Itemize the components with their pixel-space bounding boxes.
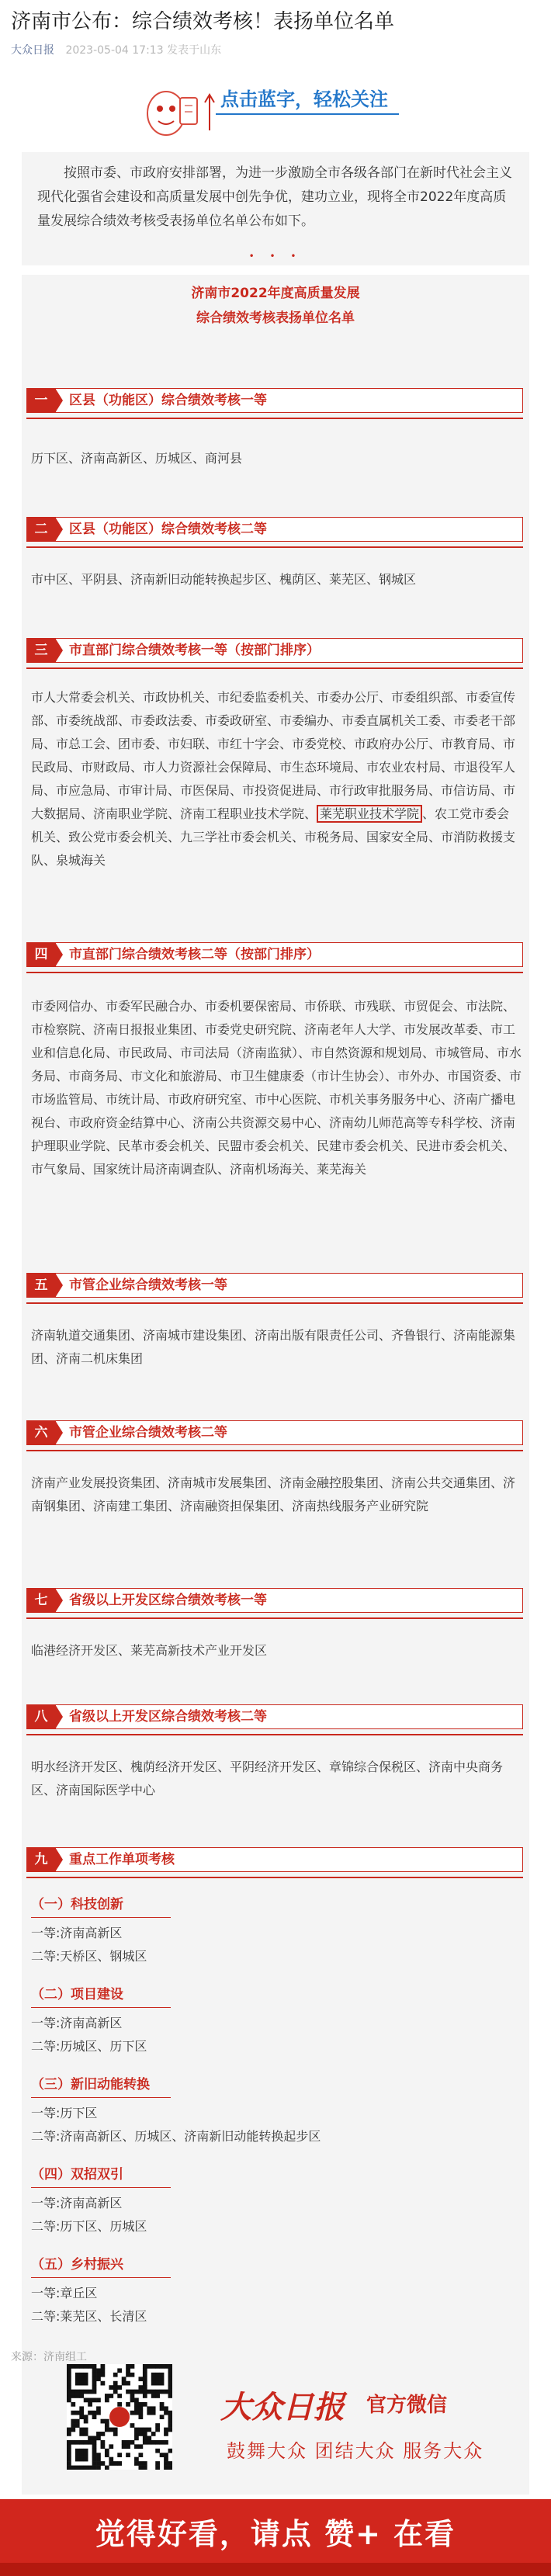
section-body-1: 历下区、济南高新区、历城区、商河县 <box>31 451 243 466</box>
subsection-title: （一）科技创新 <box>31 1897 123 1912</box>
section-number: 一 <box>26 388 56 413</box>
qr-code-image <box>67 2364 172 2470</box>
section-number: 八 <box>26 1704 56 1729</box>
section-title: 市直部门综合绩效考核二等（按部门排序） <box>69 947 320 962</box>
section-underline <box>26 1450 523 1451</box>
subsection-item: 一等:济南高新区 <box>31 2016 123 2030</box>
section-arrow <box>55 1273 63 1298</box>
subsection-underline <box>31 2277 171 2278</box>
section-arrow <box>55 942 63 967</box>
subsection-item: 二等:历下区、历城区 <box>31 2219 147 2234</box>
section-header-5 <box>26 1273 523 1298</box>
section-body-5: 济南轨道交通集团、济南城市建设集团、济南出版有限责任公司、齐鲁银行、济南能源集团、济南二机床集团 <box>31 1328 516 1366</box>
section-title: 省级以上开发区综合绩效考核二等 <box>69 1709 267 1725</box>
banner-underline <box>216 113 399 115</box>
subsection-underline <box>31 1917 171 1918</box>
section-title: 市管企业综合绩效考核二等 <box>69 1425 227 1441</box>
section-number: 五 <box>26 1273 56 1298</box>
list-panel <box>22 275 529 2495</box>
like-share-text: 觉得好看，请点 赞+ 在看 <box>95 2517 456 2551</box>
subsection-item: 二等:天桥区、钢城区 <box>31 1949 147 1964</box>
highlighted-unit: 莱芜职业技术学院 <box>317 805 422 823</box>
section-underline <box>26 418 523 419</box>
section-header-3 <box>26 638 523 663</box>
section-underline <box>26 667 523 669</box>
divider-dots: • • • <box>248 251 303 262</box>
section-body-3 <box>31 686 522 872</box>
subsection-title: （五）乡村振兴 <box>31 2257 123 2273</box>
article-meta <box>11 42 221 57</box>
subsection-item: 一等:济南高新区 <box>31 2196 123 2210</box>
list-heading-line1: 济南市2022年度高质量发展 <box>191 286 360 301</box>
section-body-2: 市中区、平阴县、济南新旧动能转换起步区、槐荫区、莱芜区、钢城区 <box>31 572 417 587</box>
section-arrow <box>55 517 63 542</box>
section-arrow <box>55 1847 63 1872</box>
subsection-title: （四）双招双引 <box>31 2167 123 2182</box>
source-line: 来源：济南组工 <box>11 2351 87 2363</box>
source-link[interactable]: 大众日报 <box>11 44 54 57</box>
article-title: 济南市公布：综合绩效考核！表扬单位名单 <box>11 10 395 33</box>
section-arrow <box>55 388 63 413</box>
publish-location: 发表于山东 <box>167 44 222 57</box>
section-title: 省级以上开发区综合绩效考核一等 <box>69 1593 267 1608</box>
footer-slogan: 鼓舞大众 团结大众 服务大众 <box>227 2440 484 2462</box>
subsection-item: 一等:章丘区 <box>31 2286 98 2300</box>
section-header-1 <box>26 388 523 413</box>
newspaper-logo-text: 大众日报 <box>220 2389 345 2425</box>
section-header-9 <box>26 1847 523 1872</box>
section-arrow <box>55 1588 63 1613</box>
section-header-2 <box>26 517 523 542</box>
section-number: 六 <box>26 1420 56 1445</box>
section-body-4: 市委网信办、市委军民融合办、市委机要保密局、市侨联、市残联、市贸促会、市法院、市检察院、济南日报报业集团、市委党史研究院、济南老年人大学、市发展改革委、市工业和信息化局、市民政局、市司法局（济南监狱）、市自然资源和规划局、市城管局、市水务局、市商务局、市文化和旅游局、市卫生健康委（市计生协会）、市外办、市国资委、市市场监管局、市统计局、市政府研究室、市中心医院、市机关事务服务中心、济南广播电视台、市政府资金结算中心、济南公共资源交易中心、济南幼儿师范高等专科学校、济南护理职业学院、民革市委会机关、民盟市委会机关、民建市委会机关、民进市委会机关、市气象局、国家统计局济南调查队、济南机场海关、莱芜海关 <box>31 999 522 1177</box>
like-share-banner[interactable] <box>0 2499 551 2576</box>
section-arrow <box>55 638 63 663</box>
publish-time: 2023-05-04 17:13 <box>65 44 164 57</box>
section-arrow <box>55 1420 63 1445</box>
subsection-underline <box>31 2187 171 2188</box>
section-arrow <box>55 1704 63 1729</box>
subsection-item: 二等:历城区、历下区 <box>31 2039 147 2054</box>
section-body-8: 明水经济开发区、槐荫经济开发区、平阴经济开发区、章锦综合保税区、济南中央商务区、济南国际医学中心 <box>31 1760 504 1798</box>
section-number: 二 <box>26 517 56 542</box>
section-title: 重点工作单项考核 <box>69 1852 175 1867</box>
section-underline <box>26 1617 523 1619</box>
subsection-item: 二等:莱芜区、长清区 <box>31 2309 147 2324</box>
subsection-underline <box>31 2097 171 2098</box>
section-body-7: 临港经济开发区、莱芜高新技术产业开发区 <box>31 1643 268 1658</box>
section-body-text: 市人大常委会机关、市政协机关、市纪委监委机关、市委办公厅、市委组织部、市委宣传部、市委统战部、市委政法委、市委政研室、市委编办、市委直属机关工委、市委老干部局、市总工会、团市委、市妇联、市红十字会、市委党校、市政府办公厅、市教育局、市民政局、市财政局、市人力资源社会保障局、市生态环境局、市农业农村局、市退役军人局、市应急局、市审计局、市医保局、市投资促进局、市行政审批服务局、市信访局、市大数据局、济南职业学院、济南工程职业技术学院、 <box>31 690 516 821</box>
intro-panel <box>22 152 529 265</box>
section-title: 市管企业综合绩效考核一等 <box>69 1278 227 1293</box>
section-number: 七 <box>26 1588 56 1613</box>
section-header-7 <box>26 1588 523 1613</box>
section-title: 市直部门综合绩效考核一等（按部门排序） <box>69 643 320 658</box>
subsection-item: 二等:济南高新区、历城区、济南新旧动能转换起步区 <box>31 2129 321 2144</box>
daily-logo <box>220 2380 453 2426</box>
section-underline <box>26 546 523 548</box>
section-body-text: 、农工党市委会机关、致公党市委会机关、九三学社市委会机关、市税务局、国家安全局、市消防救援支队、泉城海关 <box>31 806 516 868</box>
subsection-title: （二）项目建设 <box>31 1987 123 2002</box>
official-wechat-label: 官方微信 <box>366 2394 448 2417</box>
section-body-6: 济南产业发展投资集团、济南城市发展集团、济南金融控股集团、济南公共交通集团、济南钢集团、济南建工集团、济南融资担保集团、济南热线服务产业研究院 <box>31 1475 516 1513</box>
section-title: 区县（功能区）综合绩效考核二等 <box>69 522 267 537</box>
section-header-4 <box>26 942 523 967</box>
section-number: 四 <box>26 942 56 967</box>
subsection-item: 一等:济南高新区 <box>31 1926 123 1940</box>
section-number: 三 <box>26 638 56 663</box>
intro-paragraph: 按照市委、市政府安排部署，为进一步激励全市各级各部门在新时代社会主义现代化强省会建设和高质量发展中创先争优，建功立业，现将全市2022年度高质量发展综合绩效考核受表扬单位名单公布如下。 <box>37 165 512 229</box>
list-heading <box>0 281 551 331</box>
follow-banner[interactable] <box>135 76 416 158</box>
section-underline <box>26 1734 523 1735</box>
list-heading-line2: 综合绩效考核表扬单位名单 <box>196 310 355 326</box>
follow-banner-text: 点击蓝字，轻松关注 <box>220 88 388 110</box>
section-number: 九 <box>26 1847 56 1872</box>
section-underline <box>26 1302 523 1304</box>
banner-stripe <box>0 2563 551 2576</box>
subsection-title: （三）新旧动能转换 <box>31 2077 150 2092</box>
subsection-item: 一等:历下区 <box>31 2106 98 2120</box>
section-underline <box>26 1877 523 1878</box>
section-title: 区县（功能区）综合绩效考核一等 <box>69 393 267 408</box>
section-underline <box>26 972 523 973</box>
subsection-underline <box>31 2007 171 2008</box>
section-header-8 <box>26 1704 523 1729</box>
section-header-6 <box>26 1420 523 1445</box>
